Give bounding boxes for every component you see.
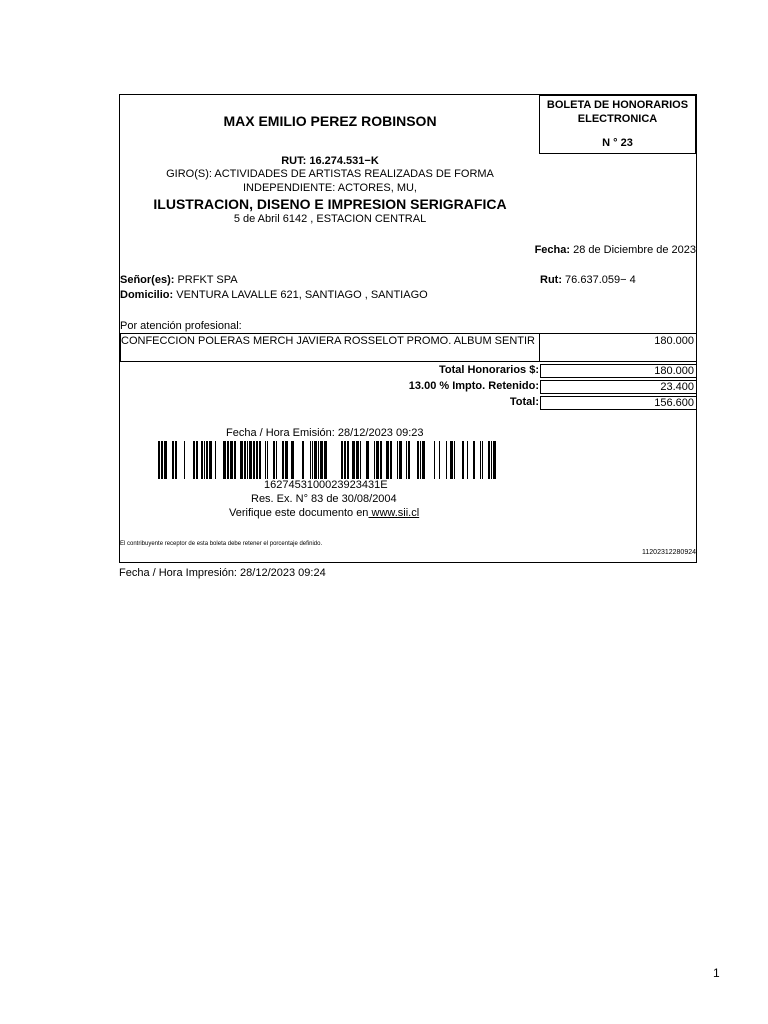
barcode-bar [386, 441, 389, 479]
barcode-bar [376, 441, 379, 479]
barcode-bar [380, 441, 382, 479]
service-heading: Por atención profesional: [120, 320, 242, 332]
barcode-bar [397, 441, 398, 479]
barcode-bar [158, 441, 160, 479]
document-type-line2: ELECTRONICA [577, 113, 658, 125]
barcode-bar [172, 441, 174, 479]
total-honorarios-value: 180.000 [540, 364, 697, 378]
barcode [158, 441, 498, 481]
barcode-bar [223, 441, 226, 479]
barcode-bar [204, 441, 205, 479]
barcode-bar [276, 441, 277, 479]
document-type-line1: BOLETA DE HONORARIOS [546, 99, 689, 111]
barcode-bar [454, 441, 455, 479]
barcode-bar [302, 441, 304, 479]
barcode-bar [259, 441, 261, 479]
barcode-bar [164, 441, 167, 479]
barcode-bar [253, 441, 255, 479]
barcode-bar [320, 441, 323, 479]
client-name-label: Señor(es): [120, 274, 175, 286]
barcode-bar [184, 441, 185, 479]
barcode-bar [374, 441, 375, 479]
barcode-bar [344, 441, 346, 479]
barcode-bar [193, 441, 195, 479]
barcode-bar [291, 441, 294, 479]
issue-date-label: Fecha: [534, 244, 571, 256]
client-address-value: VENTURA LAVALLE 621, SANTIAGO , SANTIAGO [173, 289, 428, 301]
issue-date [535, 244, 696, 256]
barcode-bar [267, 441, 268, 479]
barcode-bar [282, 441, 284, 479]
barcode-bar [352, 441, 355, 479]
barcode-bar [206, 441, 208, 479]
barcode-bar [240, 441, 243, 479]
barcode-bar [175, 441, 177, 479]
print-datetime: Fecha / Hora Impresión: 28/12/2023 09:24 [119, 567, 326, 579]
barcode-bar [209, 441, 212, 479]
total-value: 156.600 [540, 396, 697, 410]
barcode-bar [473, 441, 475, 479]
page-number: 1 [713, 966, 720, 980]
barcode-bar [196, 441, 198, 479]
emission-datetime: Fecha / Hora Emisión: 28/12/2023 09:23 [226, 427, 424, 439]
service-description: CONFECCION POLERAS MERCH JAVIERA ROSSELOT PROMO. ALBUM SENTIR [121, 334, 540, 361]
client-address [120, 289, 428, 301]
verify-text [229, 507, 419, 519]
barcode-bar [406, 441, 407, 479]
barcode-bar [434, 441, 435, 479]
barcode-bar [161, 441, 163, 479]
barcode-bar [244, 441, 246, 479]
barcode-bar [347, 441, 349, 479]
barcode-bar [310, 441, 311, 479]
retention-label: 13.00 % Impto. Retenido: [408, 380, 539, 392]
client-rut-value: 76.637.059− 4 [562, 274, 636, 286]
barcode-bar [201, 441, 203, 479]
barcode-bar [417, 441, 419, 479]
barcode-bar [493, 441, 496, 479]
issuer-rut: RUT: 16.274.531−K [281, 155, 379, 167]
barcode-bar [366, 441, 369, 479]
barcode-bar [480, 441, 481, 479]
barcode-bar [227, 441, 229, 479]
retention-footnote: El contribuyente receptor de esta boleta debe retener el porcentaje definido. [120, 541, 323, 547]
barcode-bar [285, 441, 288, 479]
barcode-bar [390, 441, 392, 479]
issuer-address: 5 de Abril 6142 , ESTACION CENTRAL [233, 213, 427, 225]
document-number: N ° 23 [602, 137, 633, 149]
barcode-bar [234, 441, 236, 479]
resolution-text: Res. Ex. N° 83 de 30/08/2004 [251, 493, 397, 505]
barcode-bar [408, 441, 410, 479]
document-code: 11202312280924 [642, 549, 696, 556]
barcode-bar [488, 441, 490, 479]
barcode-bar [312, 441, 313, 479]
barcode-bar [265, 441, 266, 479]
retention-value: 23.400 [540, 380, 697, 394]
barcode-bar [360, 441, 361, 479]
client-rut-label: Rut: [540, 274, 562, 286]
sii-link[interactable]: www.sii.cl [368, 507, 420, 519]
service-row [120, 333, 697, 362]
client-name-value: PRFKT SPA [174, 274, 238, 286]
document-type-box [539, 95, 696, 154]
barcode-bar [314, 441, 317, 479]
issuer-giro: GIRO(S): ACTIVIDADES DE ARTISTAS REALIZADAS DE FORMA INDEPENDIENTE: ACTORES, MU, [166, 168, 494, 194]
client-address-label: Domicilio: [120, 289, 174, 301]
total-honorarios-label: Total Honorarios $: [438, 364, 539, 376]
client-name [120, 274, 238, 286]
barcode-bar [247, 441, 248, 479]
barcode-bar [318, 441, 319, 479]
barcode-bar [341, 441, 343, 479]
barcode-bar [256, 441, 258, 479]
barcode-bar [422, 441, 425, 479]
issue-date-value: 28 de Diciembre de 2023 [570, 244, 696, 256]
issuer-activity: ILUSTRACION, DISENO E IMPRESION SERIGRAFICA [153, 196, 507, 212]
barcode-bar [446, 441, 447, 479]
barcode-bar [467, 441, 468, 479]
barcode-bar [420, 441, 421, 479]
barcode-bar [482, 441, 483, 479]
barcode-bar [439, 441, 440, 479]
barcode-bar [491, 441, 492, 479]
barcode-bar [324, 441, 327, 479]
total-label: Total: [509, 396, 539, 408]
barcode-bar [215, 441, 216, 479]
barcode-bar [273, 441, 275, 479]
barcode-bar [249, 441, 252, 479]
verify-label: Verifique este documento en [229, 507, 369, 519]
barcode-bar [356, 441, 359, 479]
service-amount: 180.000 [654, 335, 694, 347]
barcode-bar [230, 441, 233, 479]
barcode-bar [462, 441, 464, 479]
barcode-number: 1627453100023923431E [264, 479, 388, 491]
client-rut [540, 274, 636, 286]
issuer-name: MAX EMILIO PEREZ ROBINSON [223, 113, 437, 129]
barcode-bar [450, 441, 453, 479]
barcode-bar [399, 441, 402, 479]
